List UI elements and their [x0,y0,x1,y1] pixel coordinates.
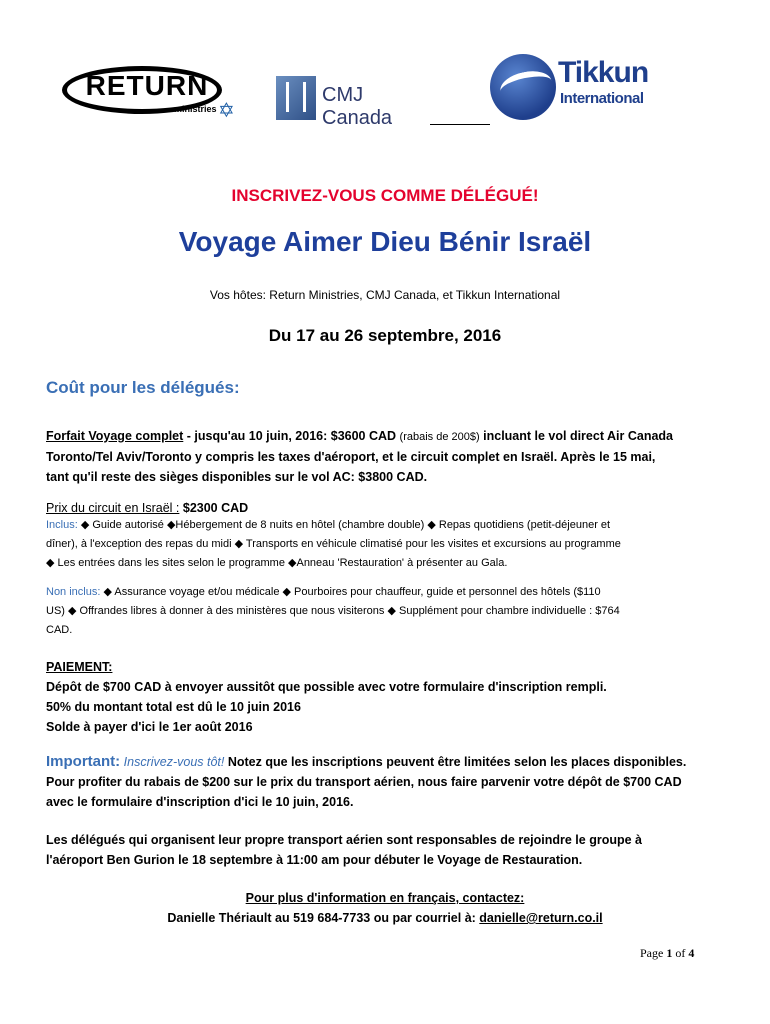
forfait-line-1 [46,426,730,447]
delegues-line-2: l'aéroport Ben Gurion le 18 septembre à 11:00 am pour débuter le Voyage de Restauration. [46,853,583,867]
forfait-label: Forfait Voyage complet [46,429,184,443]
important-line-3: avec le formulaire d'inscription d'ici le 10 juin, 2016. [46,795,354,809]
cmj-mark-icon [276,76,316,120]
page-sep: of [672,946,689,960]
return-logo-word: RETURN [85,70,209,101]
trip-dates: Du 17 au 26 septembre, 2016 [268,326,502,345]
paiement-line-1: Dépôt de $700 CAD à envoyer aussitôt que possible avec votre formulaire d'inscription rempli. [46,680,607,694]
forfait-rebate: (rabais de 200$) [399,431,480,443]
contact-email-link[interactable]: danielle@return.co.il [479,911,603,925]
circuit-price [46,498,730,518]
page-total: 4 [688,946,695,960]
forfait-line-3: tant qu'il reste des sièges disponibles sur le vol AC: $3800 CAD. [46,470,428,484]
non-inclus-line-3: CAD. [46,624,73,636]
paiement-line-2: 50% du montant total est dû le 10 juin 2016 [46,700,301,714]
inclus-items-1: ◆ Guide autorisé ◆Hébergement de 8 nuits en hôtel (chambre double) ◆ Repas quotidiens (petit-déjeuner et [77,519,611,531]
non-inclus-line-2: US) ◆ Offrandes libres à donner à des ministères que nous visiterons ◆ Supplément pour chambre individuelle : $764 [46,605,620,617]
non-inclus-label: Non inclus: [46,586,101,598]
hosts-line: Vos hôtes: Return Ministries, CMJ Canada, et Tikkun International [209,288,561,302]
page-title: Voyage Aimer Dieu Bénir Israël [178,226,592,257]
contact-block [0,888,770,928]
important-line-1 [46,752,730,772]
inclus-block [46,516,730,573]
important-line-2: Pour profiter du rabais de $200 sur le prix du transport aérien, nous faire parvenir votre dépôt de $700 CAD [46,775,682,789]
contact-heading: Pour plus d'information en français, contactez: [245,891,525,905]
paiement-line-3: Solde à payer d'ici le 1er août 2016 [46,720,253,734]
cmj-logo-text: CMJ Canada [322,84,393,129]
divider-line [430,124,490,125]
page-number [640,946,694,961]
return-ministries-logo [62,60,235,126]
contact-line [0,908,770,928]
inclus-line-3: ◆ Les entrées dans les sites selon le programme ◆Anneau 'Restauration' à présenter au Gala. [46,557,508,569]
paiement-block [46,657,730,737]
cmj-canada-logo [276,76,432,129]
forfait-price: - jusqu'au 10 juin, 2016: $3600 CAD [183,429,400,443]
page-prefix: Page [640,946,667,960]
non-inclus-items-1: ◆ Assurance voyage et/ou médicale ◆ Pourboires pour chauffeur, guide et personnel des hôtels ($110 [100,586,601,598]
non-inclus-line-1 [46,583,730,602]
important-label: Important: [46,753,121,770]
forfait-paragraph [46,426,730,487]
inclus-line-1 [46,516,730,535]
non-inclus-block [46,583,730,640]
star-of-david-icon: ✡ [218,100,235,122]
circuit-label: Prix du circuit en Israël : [46,501,180,515]
important-text: Notez que les inscriptions peuvent être limitées selon les places disponibles. [224,755,687,769]
tikkun-international-logo [490,50,649,122]
delegues-line-1: Les délégués qui organisent leur propre transport aérien sont responsables de rejoindre le groupe à [46,833,642,847]
register-heading: INSCRIVEZ-VOUS COMME DÉLÉGUÉ! [231,186,539,205]
inclus-line-2: dîner), à l'exception des repas du midi ◆ Transports en véhicule climatisé pour les visites et excursions au programme [46,538,621,550]
delegues-block [46,830,730,870]
cost-heading: Coût pour les délégués: [46,378,240,397]
return-logo-sub: ministries [174,104,217,114]
important-block [46,752,730,812]
tikkun-logo-word: Tikkun [558,56,649,89]
tikkun-logo-sub: International [560,90,644,107]
important-italic: Inscrivez-vous tôt! [120,755,225,769]
contact-prefix: Danielle Thériault au 519 684-7733 ou par courriel à: [167,911,480,925]
forfait-line-2: Toronto/Tel Aviv/Toronto y compris les taxes d'aéroport, et le circuit complet en Israël. Après le 15 mai, [46,450,656,464]
paiement-label: PAIEMENT: [46,660,113,674]
inclus-label: Inclus: [46,519,78,531]
forfait-flight: incluant le vol direct Air Canada [479,429,673,443]
circuit-amount: $2300 CAD [179,501,249,515]
page-current: 1 [666,946,673,960]
